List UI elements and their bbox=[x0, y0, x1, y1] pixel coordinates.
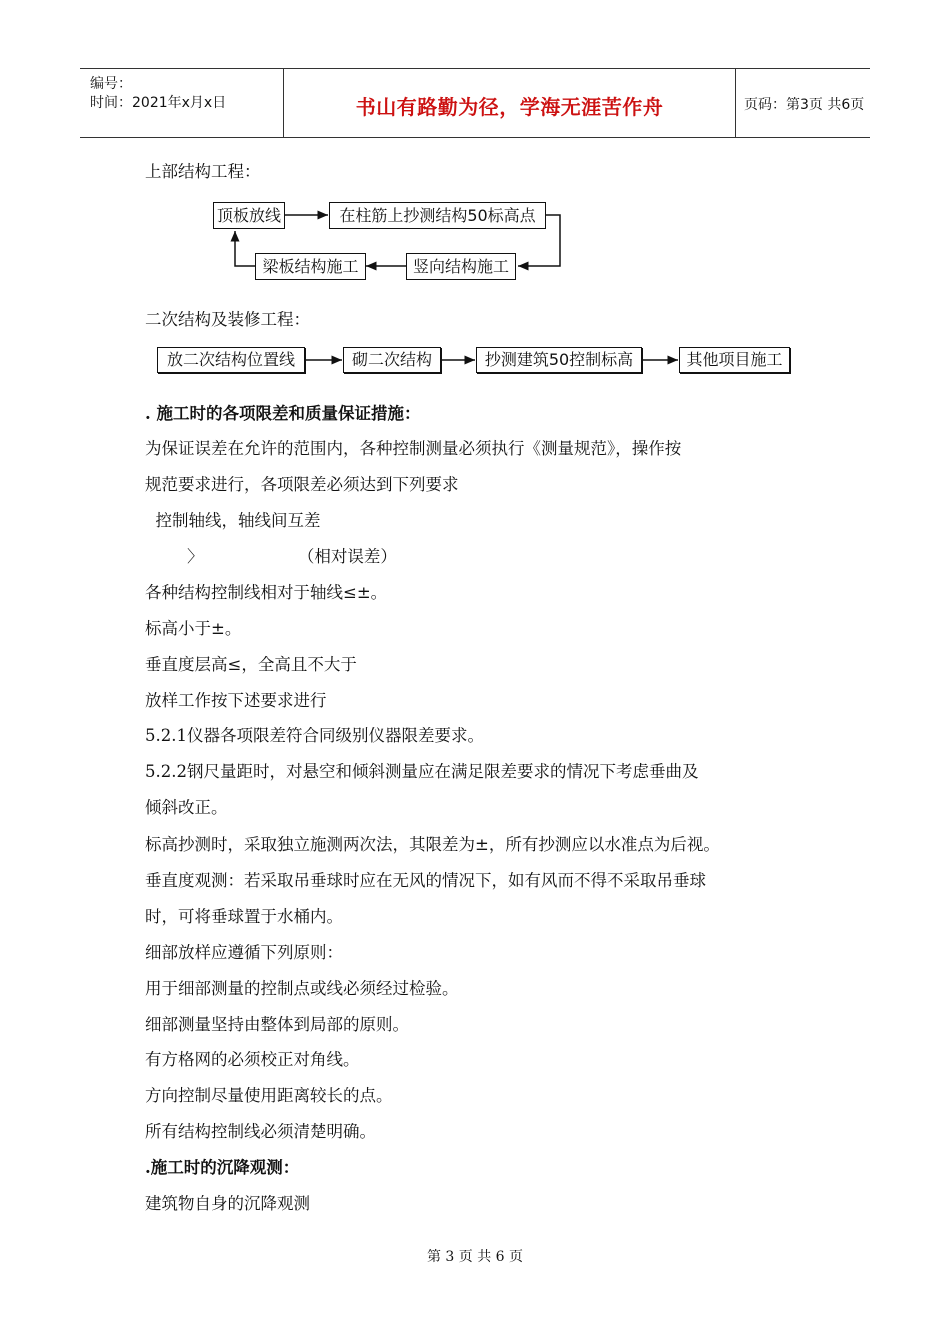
paragraph-line: 建筑物自身的沉降观测 bbox=[145, 1194, 310, 1213]
paragraph-line: 垂直度观测：若采取吊垂球时应在无风的情况下，如有风而不得不采取吊垂球 bbox=[145, 871, 706, 890]
paragraph-line: 为保证误差在允许的范围内，各种控制测量必须执行《测量规范》，操作按 bbox=[145, 439, 682, 458]
flow2-box-4: 其他项目施工 bbox=[679, 347, 790, 373]
paragraph-line: 控制轴线，轴线间互差 bbox=[145, 511, 321, 530]
flow1-box-1: 顶板放线 bbox=[213, 202, 285, 229]
paragraph-line: 方向控制尽量使用距离较长的点。 bbox=[145, 1086, 393, 1105]
flow2-box-3: 抄测建筑50控制标高 bbox=[476, 347, 642, 373]
page-number-label: 页码：第3页 共6页 bbox=[744, 97, 865, 113]
paragraph-line: 标高抄测时，采取独立施测两次法，其限差为±，所有抄测应以水准点为后视。 bbox=[145, 835, 720, 854]
paragraph-line: 细部放样应遵循下列原则： bbox=[145, 943, 343, 962]
section-heading-tolerances: . 施工时的各项限差和质量保证措施： bbox=[145, 404, 421, 423]
flow2-box-2: 砌二次结构 bbox=[343, 347, 441, 373]
paragraph-line: 标高小于±。 bbox=[145, 619, 242, 638]
header-motto: 书山有路勤为径，学海无涯苦作舟 bbox=[355, 95, 664, 119]
doc-number-label: 编号： bbox=[90, 76, 132, 92]
flow1-box-4: 梁板结构施工 bbox=[255, 253, 366, 280]
paragraph-line: 放样工作按下述要求进行 bbox=[145, 691, 327, 710]
paragraph-line: 时，可将垂球置于水桶内。 bbox=[145, 907, 343, 926]
paragraph-line: 5.2.1仪器各项限差符合同级别仪器限差要求。 bbox=[145, 726, 484, 745]
paragraph-line: 5.2.2钢尺量距时，对悬空和倾斜测量应在满足限差要求的情况下考虑垂曲及 bbox=[145, 762, 699, 781]
page-footer: 第 3 页 共 6 页 bbox=[426, 1249, 524, 1265]
doc-time-label: 时间：2021年x月x日 bbox=[90, 95, 227, 111]
upper-structure-title: 上部结构工程： bbox=[145, 162, 261, 181]
flow1-box-2: 在柱筋上抄测结构50标高点 bbox=[329, 202, 546, 229]
paragraph-line: 各种结构控制线相对于轴线≤±。 bbox=[145, 583, 388, 602]
secondary-structure-title: 二次结构及装修工程： bbox=[145, 310, 310, 329]
flow2-box-1: 放二次结构位置线 bbox=[157, 347, 305, 373]
paragraph-line: 垂直度层高≤，全高且不大于 bbox=[145, 655, 357, 674]
paragraph-line: 倾斜改正。 bbox=[145, 798, 228, 817]
paragraph-line: 用于细部测量的控制点或线必须经过检验。 bbox=[145, 979, 459, 998]
paragraph-line: 〉 （相对误差） bbox=[145, 547, 397, 566]
flow1-box-3: 竖向结构施工 bbox=[406, 253, 516, 280]
paragraph-line: 所有结构控制线必须清楚明确。 bbox=[145, 1122, 376, 1141]
paragraph-line: 细部测量坚持由整体到局部的原则。 bbox=[145, 1015, 409, 1034]
paragraph-line: 有方格网的必须校正对角线。 bbox=[145, 1050, 360, 1069]
paragraph-line: 规范要求进行，各项限差必须达到下列要求 bbox=[145, 475, 459, 494]
section-heading-settlement: .施工时的沉降观测： bbox=[145, 1158, 300, 1177]
